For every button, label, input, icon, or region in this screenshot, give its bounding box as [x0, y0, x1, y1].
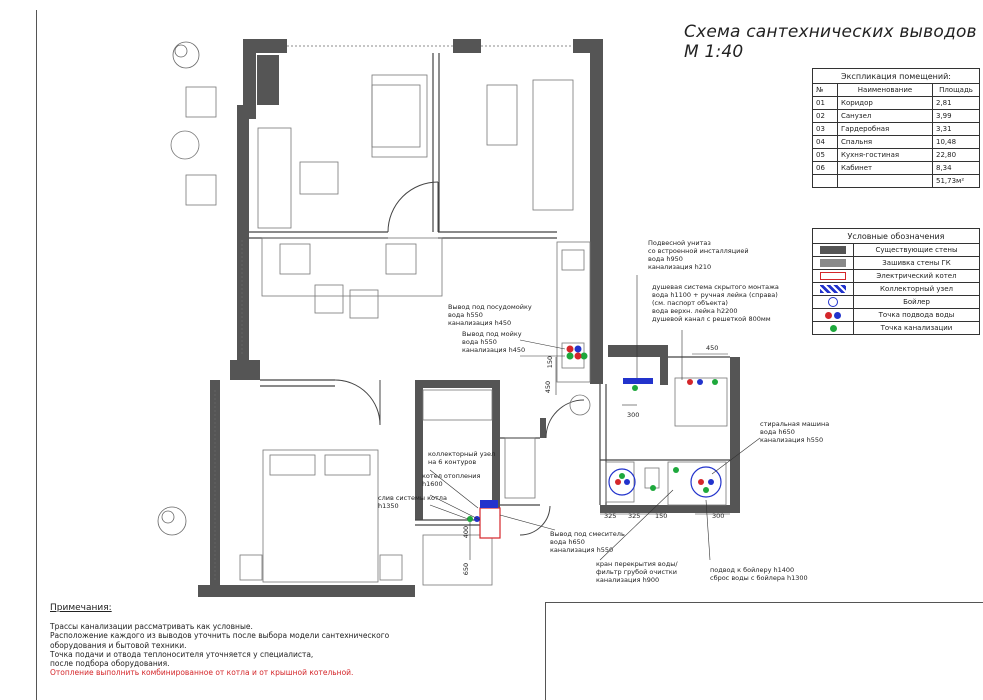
dim-400: 400 [462, 525, 471, 539]
dim-325-a: 325 [604, 512, 617, 520]
drain-line-1: слив системы котла [378, 494, 447, 502]
dim-650: 650 [462, 562, 471, 576]
toilet-line-4: канализация h210 [648, 263, 712, 271]
dishwasher-line-3: канализация h450 [448, 319, 512, 327]
legend-table [812, 228, 980, 335]
shower-line-2: вода h1100 + ручная лейка (справа) [652, 291, 778, 299]
mixer-line-2: вода h650 [550, 538, 585, 546]
heater-line-2: h1600 [422, 480, 443, 488]
heater-annotation [422, 472, 480, 488]
drain-annotation [378, 494, 447, 510]
dim-150-b: 150 [655, 512, 668, 520]
legend-row [813, 283, 980, 296]
total-empty-1 [813, 175, 838, 188]
dishwasher-line-1: Вывод под посудомойку [448, 303, 532, 311]
table-row [813, 162, 980, 175]
shower-line-1: душевая система скрытого монтажа [652, 283, 779, 291]
row-no: 05 [813, 149, 838, 162]
legend-label: Бойлер [854, 296, 980, 309]
row-area: 3,99 [933, 110, 980, 123]
legend-label: Зашивка стены ГК [854, 257, 980, 270]
notes-line: Расположение каждого из выводов уточнить после выбора модели сантехнического [50, 631, 390, 641]
notes-line: Трассы канализации рассматривать как условные. [50, 622, 253, 632]
total-area: 51,73м² [933, 175, 980, 188]
legend-row [813, 296, 980, 309]
mixer-line-3: канализация h550 [550, 546, 614, 554]
row-area: 3,31 [933, 123, 980, 136]
legend-label: Точка подвода воды [854, 309, 980, 322]
sink-line-1: Вывод под мойку [462, 330, 522, 338]
legend-row [813, 244, 980, 257]
sink-line-2: вода h550 [462, 338, 497, 346]
legend-swatch-cell [813, 309, 854, 322]
table-row [813, 123, 980, 136]
table-total-row [813, 175, 980, 188]
boiler-feed-line-1: подвод к бойлеру h1400 [710, 566, 795, 574]
toilet-line-3: вода h950 [648, 255, 683, 263]
row-no: 02 [813, 110, 838, 123]
legend-swatch-cell [813, 283, 854, 296]
sink-annotation [462, 330, 525, 354]
row-name: Спальня [838, 136, 933, 149]
row-area: 2,81 [933, 97, 980, 110]
legend-swatch-cell [813, 296, 854, 309]
row-no: 03 [813, 123, 838, 136]
row-no: 04 [813, 136, 838, 149]
table-row [813, 97, 980, 110]
legend-row [813, 270, 980, 283]
shower-line-5: душевой канал с решеткой 800мм [652, 315, 771, 323]
washer-line-1: стиральная машина [760, 420, 830, 428]
explication-title: Экспликация помещений: [813, 69, 980, 84]
legend-label: Точка канализации [854, 322, 980, 335]
drawing-title: Схема сантехнических выводов М 1:40 [684, 22, 977, 62]
shower-line-4: вода верхн. лейка h2200 [652, 307, 738, 315]
mixer-annotation [550, 530, 625, 554]
notes-heating-line: Отопление выполнить комбинированное от котла и от крышной котельной. [50, 668, 354, 678]
shower-line-3: (см. паспорт объекта) [652, 299, 728, 307]
legend-label: Коллекторный узел [854, 283, 980, 296]
legend-row [813, 257, 980, 270]
legend-swatch-cell [813, 257, 854, 270]
row-name: Гардеробная [838, 123, 933, 136]
row-area: 10,48 [933, 136, 980, 149]
sink-line-3: канализация h450 [462, 346, 526, 354]
dim-325-b: 325 [628, 512, 641, 520]
dim-450-top: 450 [706, 344, 719, 352]
notes-line: оборудования и бытовой техники. [50, 640, 187, 650]
dishwasher-line-2: вода h550 [448, 311, 483, 319]
dim-150: 150 [546, 355, 555, 369]
notes-section [50, 604, 389, 677]
legend-row [813, 309, 980, 322]
existing-walls-swatch [820, 246, 846, 254]
boiler-circle-icon [828, 297, 838, 307]
collector-annotation [428, 450, 495, 466]
dim-450-side: 450 [544, 380, 553, 394]
sewer-point-icon [830, 325, 837, 332]
row-no: 06 [813, 162, 838, 175]
row-name: Коридор [838, 97, 933, 110]
dim-300-a: 300 [627, 411, 640, 419]
legend-label: Существующие стены [854, 244, 980, 257]
valve-line-1: кран перекрытия воды/ [596, 560, 678, 568]
table-row [813, 136, 980, 149]
boiler-feed-annotation [710, 566, 808, 582]
notes-line: после подбора оборудования. [50, 659, 170, 669]
collector-line-2: на 6 контуров [428, 458, 477, 466]
heater-line-1: котел отопления [422, 472, 481, 480]
table-row [813, 149, 980, 162]
row-name: Кухня-гостиная [838, 149, 933, 162]
legend-label: Электрический котел [854, 270, 980, 283]
total-empty-2 [838, 175, 933, 188]
legend-title: Условные обозначения [813, 229, 980, 244]
dim-300-b: 300 [712, 512, 725, 520]
toilet-line-1: Подвесной унитаз [648, 239, 711, 247]
legend-swatch-cell [813, 322, 854, 335]
water-point-cold-icon [834, 312, 841, 319]
legend-swatch-cell [813, 270, 854, 283]
dishwasher-annotation [448, 303, 532, 327]
washer-line-2: вода h650 [760, 428, 795, 436]
legend-swatch-cell [813, 244, 854, 257]
notes-heading: Примечания: [50, 603, 112, 613]
row-name: Санузел [838, 110, 933, 123]
valve-line-2: фильтр грубой очистки [596, 568, 677, 576]
water-point-icon [825, 312, 832, 319]
valve-line-3: канализация h900 [596, 576, 660, 584]
collector-swatch [820, 285, 846, 293]
toilet-annotation [648, 239, 749, 271]
legend-row [813, 322, 980, 335]
explication-col-no: № [813, 84, 838, 97]
row-area: 8,34 [933, 162, 980, 175]
row-name: Кабинет [838, 162, 933, 175]
collector-line-1: коллекторный узел [428, 450, 496, 458]
washer-annotation [760, 420, 829, 444]
drain-line-2: h1350 [378, 502, 399, 510]
valve-annotation [596, 560, 678, 584]
notes-line: Точка подачи и отвода теплоносителя уточняется у специалиста, [50, 649, 314, 659]
explication-col-name: Наименование [838, 84, 933, 97]
explication-col-area: Площадь [933, 84, 980, 97]
toilet-line-2: со встроенной инсталляцией [648, 247, 749, 255]
explication-table [812, 68, 980, 188]
row-no: 01 [813, 97, 838, 110]
boiler-feed-line-2: сброс воды с бойлера h1300 [710, 574, 808, 582]
electric-boiler-swatch [820, 272, 846, 280]
drywall-swatch [820, 259, 846, 267]
row-area: 22,80 [933, 149, 980, 162]
table-row [813, 110, 980, 123]
washer-line-3: канализация h550 [760, 436, 824, 444]
mixer-line-1: Вывод под смеситель [550, 530, 625, 538]
shower-annotation [652, 283, 779, 323]
